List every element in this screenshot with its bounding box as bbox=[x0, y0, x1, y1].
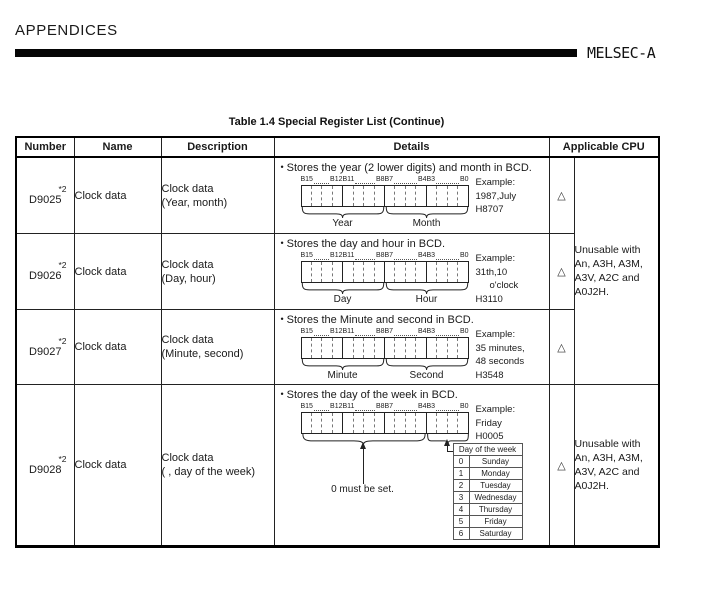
col-header-applicable-cpu: Applicable CPU bbox=[549, 137, 659, 157]
special-register-table bbox=[15, 136, 660, 548]
register-details bbox=[274, 234, 549, 310]
cpu-symbol: △ bbox=[549, 234, 574, 310]
register-name: Clock data bbox=[74, 234, 161, 310]
register-number: D9026 bbox=[29, 270, 62, 282]
detail-text: • Stores the day of the week in BCD. bbox=[280, 389, 458, 401]
col-header-name: Name bbox=[74, 137, 161, 157]
cpu-note: Unusable with An, A3H, A3M, A3V, A2C and A0J2H. bbox=[574, 157, 659, 385]
table-row bbox=[16, 310, 659, 385]
header-row bbox=[16, 137, 659, 157]
register-description: Clock data (Day, hour) bbox=[161, 234, 274, 310]
register-number: D9027 bbox=[29, 345, 62, 358]
register-note: *2 bbox=[58, 184, 67, 194]
register-number-cell bbox=[16, 385, 74, 547]
table-title: Table 1.4 Special Register List (Continue) bbox=[228, 116, 445, 128]
register-description: Clock data (Minute, second) bbox=[161, 310, 274, 385]
underbrace bbox=[301, 359, 385, 370]
bit-register-box bbox=[301, 337, 469, 359]
bit-diagram bbox=[301, 328, 469, 382]
detail-text: • Stores the day and hour in BCD. bbox=[280, 238, 446, 250]
register-name: Clock data bbox=[74, 157, 161, 234]
bit-diagram bbox=[301, 252, 469, 306]
week-table-header: Day of the week bbox=[453, 444, 522, 456]
cpu-symbol: △ bbox=[549, 310, 574, 385]
bit-register-box bbox=[301, 412, 469, 434]
register-number-cell bbox=[16, 310, 74, 385]
table-row bbox=[16, 234, 659, 310]
day-of-week-table: Day of the week 0 Sunday 1 Monday 2 Tuesday 3 Wednesday 4 Thursday 5 Friday 6 Saturday bbox=[453, 443, 523, 540]
underbrace bbox=[385, 207, 469, 218]
register-note: *2 bbox=[58, 453, 67, 464]
bit-register-box bbox=[301, 185, 469, 207]
col-header-details: Details bbox=[274, 137, 549, 157]
example-block: Example: 35 minutes, 48 seconds H3548 bbox=[475, 329, 525, 381]
detail-text: • Stores the Minute and second in BCD. bbox=[280, 314, 474, 326]
register-details bbox=[274, 157, 549, 234]
up-arrow bbox=[359, 442, 368, 484]
cpu-symbol: △ bbox=[549, 385, 574, 547]
example-block: Example: 1987,July H8707 bbox=[475, 177, 517, 215]
register-number-cell bbox=[16, 234, 74, 310]
register-note: *2 bbox=[58, 335, 67, 346]
table-row bbox=[16, 385, 659, 547]
group-labels: Day Hour bbox=[333, 294, 438, 305]
cpu-symbol: △ bbox=[549, 157, 574, 234]
bit-diagram bbox=[301, 176, 469, 230]
col-header-number: Number bbox=[16, 137, 74, 157]
register-description: Clock data ( , day of the week) bbox=[161, 385, 274, 547]
register-number-cell bbox=[16, 157, 74, 234]
register-number: D9025 bbox=[29, 194, 62, 206]
divider-bar bbox=[15, 49, 577, 57]
register-name: Clock data bbox=[74, 385, 161, 547]
bit-labels: B15 B12 B11 B8 B7 B4 B3 B0 bbox=[300, 403, 469, 410]
group-labels: Year Month bbox=[332, 218, 441, 229]
underbrace bbox=[301, 283, 385, 294]
example-block: Example: Friday H0005 bbox=[475, 404, 516, 442]
underbrace bbox=[385, 359, 469, 370]
cpu-note: Unusable with An, A3H, A3M, A3V, A2C and A0J2H. bbox=[574, 385, 659, 547]
bit-labels: B15 B12 B11 B8 B7 B4 B3 B0 bbox=[300, 176, 469, 183]
register-details bbox=[274, 385, 549, 547]
bit-labels: B15 B12 B11 B8 B7 B4 B3 B0 bbox=[300, 328, 469, 335]
example-block: Example: 31th,10 o'clock H3110 bbox=[475, 253, 519, 305]
underbrace bbox=[385, 283, 469, 294]
register-number: D9028 bbox=[29, 463, 62, 476]
bit-labels: B15 B12 B11 B8 B7 B4 B3 B0 bbox=[300, 252, 469, 259]
detail-text: • Stores the year (2 lower digits) and month in BCD. bbox=[280, 162, 532, 174]
brand-label: MELSEC-A bbox=[587, 44, 656, 62]
bit-register-box bbox=[301, 261, 469, 283]
page-heading: APPENDICES bbox=[15, 22, 118, 39]
register-note: *2 bbox=[58, 260, 67, 270]
underbrace bbox=[301, 207, 385, 218]
col-header-description: Description bbox=[161, 137, 274, 157]
zero-note: 0 must be set. bbox=[331, 484, 394, 495]
register-description: Clock data (Year, month) bbox=[161, 157, 274, 234]
register-details bbox=[274, 310, 549, 385]
group-labels: Minute Second bbox=[327, 370, 444, 381]
register-name: Clock data bbox=[74, 310, 161, 385]
table-row bbox=[16, 157, 659, 234]
